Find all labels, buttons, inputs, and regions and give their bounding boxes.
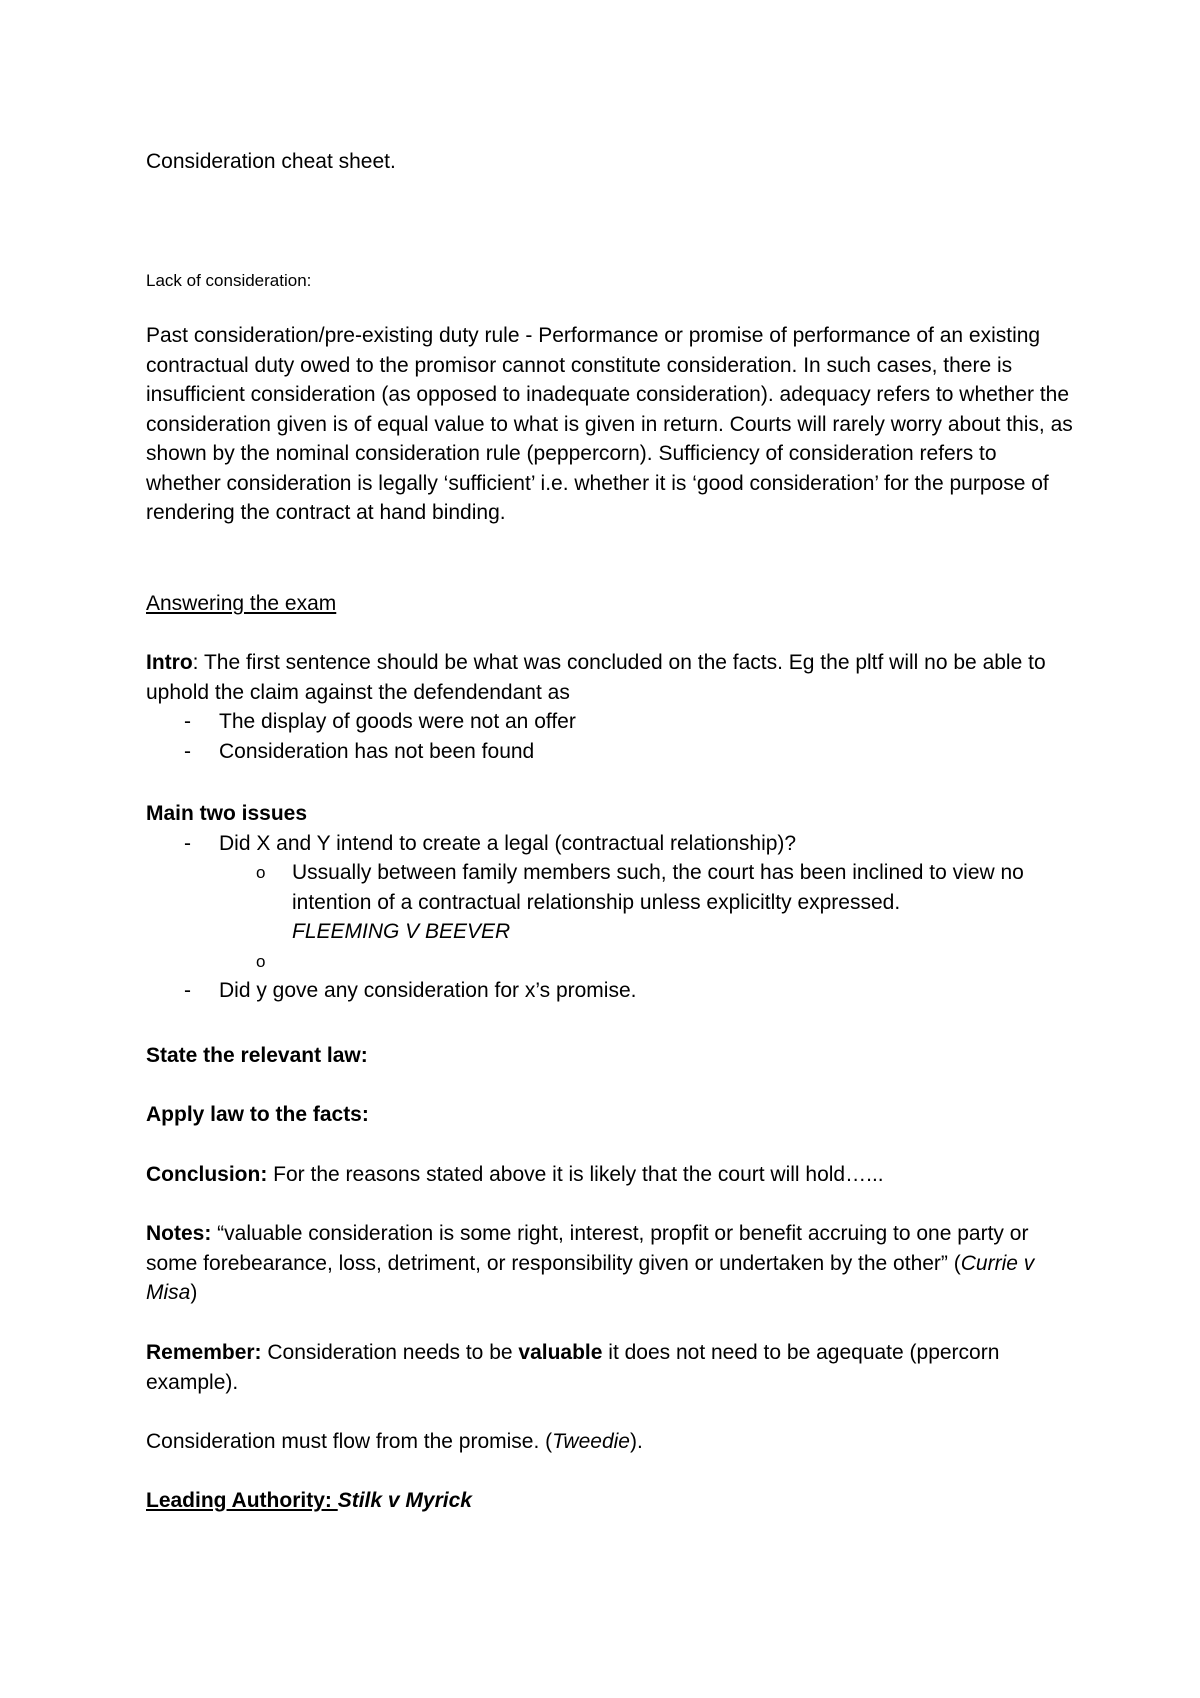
main-issues-section xyxy=(146,799,1076,1006)
list-item-text: Ussually between family members such, the court has been inclined to view no intention of a contractual relationship unless explicitlty expressed. xyxy=(292,861,1024,914)
notes-label: Notes: xyxy=(146,1222,212,1245)
list-item xyxy=(146,947,1076,977)
leading-label: Leading Authority: xyxy=(146,1489,338,1512)
flow-section xyxy=(146,1427,1076,1457)
remember-label: Remember: xyxy=(146,1341,262,1364)
conclusion-text: For the reasons stated above it is likely that the court will hold…... xyxy=(267,1163,884,1186)
answering-exam-label: Answering the exam xyxy=(146,592,337,615)
intro-text: : The first sentence should be what was concluded on the facts. Eg the pltf will no be able to uphold the claim against the defendendant as xyxy=(146,651,1046,704)
circle-bullet-icon: o xyxy=(256,951,266,971)
conclusion-section xyxy=(146,1160,1076,1190)
list-item-text xyxy=(292,950,298,973)
list-item-text: The display of goods were not an offer xyxy=(219,710,576,733)
dash-bullet-icon: - xyxy=(184,710,191,733)
apply-law-heading xyxy=(146,1100,1076,1130)
leading-authority-section xyxy=(146,1486,1076,1516)
main-issues-list xyxy=(146,829,1076,859)
list-item xyxy=(146,976,1076,1006)
main-issues-sublist xyxy=(146,858,1076,976)
conclusion-label: Conclusion: xyxy=(146,1163,268,1186)
flow-close: ). xyxy=(629,1430,643,1453)
dash-bullet-icon: - xyxy=(184,979,191,1002)
remember-section xyxy=(146,1338,1076,1397)
paragraph-text: Past consideration/pre-existing duty rule - Performance or promise of performance of an existing contractual duty owed to the promisor cannot constitute consideration. In such cases, there is insufficient consideration (as opposed to inadequate consideration). adequacy refers to whether the consideration given is of equal value to what is given in return. Courts will rarely worry about this, as shown by the nominal consideration rule (peppercorn). Sufficiency of consideration refers to whether consideration is legally ‘sufficient’ i.e. whether it is ‘good consideration’ for the purpose of rendering the contract at hand binding. xyxy=(146,324,1073,524)
notes-text: “valuable consideration is some right, interest, propfit or benefit accruing to one party or some forebearance, loss, detriment, or responsibility given or undertaken by the other” ( xyxy=(146,1222,1029,1275)
case-citation: Stilk v Myrick xyxy=(337,1489,472,1512)
main-issues-heading: Main two issues xyxy=(146,802,308,825)
answering-exam-heading xyxy=(146,589,1076,619)
conclusion-paragraph xyxy=(146,1160,1076,1190)
dash-bullet-icon: - xyxy=(184,831,191,855)
intro-paragraph xyxy=(146,648,1076,707)
intro-bullet-list xyxy=(146,707,1076,766)
notes-section xyxy=(146,1219,1076,1308)
circle-bullet-icon: o xyxy=(256,863,266,882)
remember-text-b: it does not need to be agequate (ppercorn example). xyxy=(146,1341,1000,1394)
remember-paragraph xyxy=(146,1338,1076,1397)
main-issues-list-continued xyxy=(146,976,1076,1006)
list-item-text: Did y gove any consideration for x’s promise. xyxy=(219,979,637,1002)
leading-paragraph xyxy=(146,1486,1076,1516)
case-citation: Currie v Misa xyxy=(146,1251,1035,1304)
intro-section xyxy=(146,648,1076,766)
intro-label: Intro xyxy=(146,651,193,674)
lack-of-consideration-heading: Lack of consideration: xyxy=(146,271,312,290)
case-citation: Tweedie xyxy=(552,1430,630,1453)
list-item-text: Consideration has not been found xyxy=(219,739,535,763)
list-item xyxy=(146,829,1076,859)
apply-law-label: Apply law to the facts: xyxy=(146,1103,369,1126)
remember-bold-word: valuable xyxy=(518,1341,603,1364)
list-item xyxy=(146,858,1076,947)
list-item-text: Did X and Y intend to create a legal (contractual relationship)? xyxy=(219,831,797,855)
remember-text-a: Consideration needs to be xyxy=(261,1341,519,1364)
past-consideration-paragraph xyxy=(146,321,1076,528)
list-item xyxy=(146,737,1076,767)
state-law-heading xyxy=(146,1041,1076,1071)
flow-text: Consideration must flow from the promise. ( xyxy=(146,1430,553,1453)
list-item xyxy=(146,707,1076,737)
dash-bullet-icon: - xyxy=(184,739,191,763)
notes-paragraph xyxy=(146,1219,1076,1308)
flow-paragraph xyxy=(146,1427,1076,1457)
case-citation: FLEEMING V BEEVER xyxy=(292,920,511,943)
document-title: Consideration cheat sheet. xyxy=(146,150,396,173)
state-law-label: State the relevant law: xyxy=(146,1044,368,1067)
notes-close: ) xyxy=(190,1281,198,1304)
